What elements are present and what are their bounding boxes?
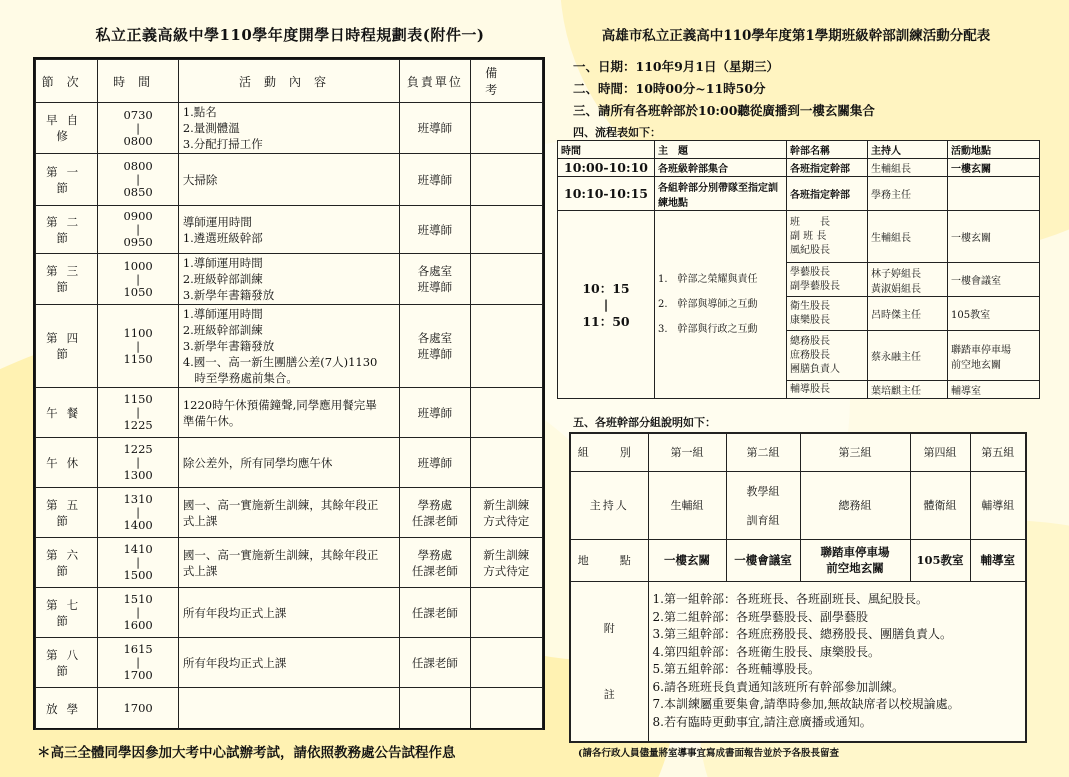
time-cell <box>98 305 178 388</box>
group-name: 第三組 <box>800 433 910 471</box>
note-cell <box>470 638 542 688</box>
unit-line: 班導師 <box>417 455 453 470</box>
time-separator: | <box>136 120 141 135</box>
time-start: 1000 <box>123 258 153 273</box>
flow-topic-line: 1. 幹部之榮耀與責任 <box>658 274 758 285</box>
label-host: 主持人 <box>570 471 648 539</box>
activity-line: 1.導師運用時間 <box>182 307 263 321</box>
cadre-line: 副學藝股長 <box>790 280 840 292</box>
info-date: 一、日期：110年9月1日（星期三） <box>573 59 779 74</box>
time-separator: | <box>136 655 141 669</box>
activity-cell <box>178 103 399 154</box>
period-cell: 第一節 <box>36 154 98 206</box>
unit-line: 任課老師 <box>411 655 458 670</box>
activity-line: 除公差外，所有同學均應午休 <box>182 455 333 470</box>
unit-cell <box>400 103 470 154</box>
activity-line: 時至學務處前集合。 <box>182 371 298 385</box>
unit-line: 學務處 <box>417 547 453 562</box>
group-place: 105教室 <box>910 539 970 581</box>
note-item: 7.本訓練屬重要集會,請準時參加,無故缺席者以校規論處。 <box>652 697 960 712</box>
flow-topics <box>655 211 787 399</box>
period-cell: 第二節 <box>36 206 98 254</box>
note-line: 方式待定 <box>483 563 530 578</box>
time-start: 0800 <box>123 159 153 173</box>
note-item: 8.若有臨時更動事宜,請注意廣播或通知。 <box>652 714 872 729</box>
flow-place: 一樓玄關 <box>948 159 1040 177</box>
note-line: 新生訓練 <box>483 547 530 562</box>
flow-cadre: 各班指定幹部 <box>787 159 868 177</box>
activity-line: 導師運用時間 <box>182 214 252 229</box>
schedule-row <box>36 538 543 588</box>
time-start: 1700 <box>123 701 153 715</box>
time-start: 1615 <box>123 642 153 656</box>
note-cell <box>470 588 542 638</box>
header-activity: 活動內容 <box>178 60 399 103</box>
group-host: 總務組 <box>800 471 910 539</box>
time-cell <box>98 538 178 588</box>
schedule-row <box>36 438 543 488</box>
flow-table <box>557 140 1040 399</box>
unit-cell <box>400 388 470 438</box>
cadre-line: 總務股長 <box>790 335 830 347</box>
cadre-line: 康樂股長 <box>790 314 830 326</box>
places-row <box>570 539 1026 581</box>
unit-cell <box>400 588 470 638</box>
period-cell: 第三節 <box>36 254 98 305</box>
time-end: 1300 <box>123 468 153 482</box>
activity-line: 3.新學年書籍發放 <box>182 339 275 353</box>
activity-cell <box>178 688 399 730</box>
schedule-header-row <box>36 60 543 103</box>
time-start: 1100 <box>123 325 153 340</box>
note-line: 新生訓練 <box>483 497 530 512</box>
time-end: 0800 <box>123 133 153 148</box>
group-name: 第五組 <box>970 433 1026 471</box>
unit-cell <box>400 488 470 538</box>
flow-host: 林子婷組長 黃淑娟組長 <box>868 263 948 297</box>
groups-heading: 五、各班幹部分組說明如下： <box>573 416 716 429</box>
flow-time-separator: | <box>603 297 609 312</box>
time-cell <box>98 488 178 538</box>
header-period: 節次 <box>36 60 98 103</box>
cadre-line: 團膳負責人 <box>790 363 840 375</box>
label-group: 組 別 <box>570 433 648 471</box>
unit-line: 班導師 <box>417 347 453 361</box>
header-time: 時間 <box>98 60 178 103</box>
note-cell <box>470 388 542 438</box>
time-start: 0900 <box>123 209 153 223</box>
period-cell: 午餐 <box>36 388 98 438</box>
cadre-line: 庶務股長 <box>790 349 830 361</box>
flow-heading: 四、流程表如下： <box>573 126 661 139</box>
note-item: 3.第三組幹部：各班庶務股長、總務股長、團膳負責人。 <box>652 627 952 642</box>
time-start: 0730 <box>123 107 153 122</box>
flow-cadre-list <box>787 331 868 381</box>
time-end: 1050 <box>123 284 153 299</box>
activity-line: 式上課 <box>182 513 218 528</box>
time-cell <box>98 388 178 438</box>
flow-cadre-list <box>787 297 868 331</box>
activity-cell <box>178 538 399 588</box>
unit-cell <box>400 206 470 254</box>
schedule-table-frame <box>33 57 545 730</box>
groups-row <box>570 433 1026 471</box>
flow-place: 一樓會議室 <box>948 263 1040 297</box>
flow-time: 10:00-10:10 <box>558 159 655 177</box>
activity-line: 準備午休。 <box>182 413 241 428</box>
period-cell: 第四節 <box>36 305 98 388</box>
activity-cell <box>178 388 399 438</box>
cadre-line: 衛生股長 <box>790 300 830 312</box>
groups-table <box>569 432 1027 743</box>
group-host: 教學組 訓育組 <box>726 471 800 539</box>
notes-cell <box>648 581 1026 742</box>
period-cell: 第七節 <box>36 588 98 638</box>
label-notes-2: 註 <box>603 688 615 702</box>
note-cell <box>470 688 542 730</box>
activity-cell <box>178 154 399 206</box>
note-cell <box>470 488 542 538</box>
activity-line: 國一、高一實施新生訓練，其餘年段正 <box>182 547 379 562</box>
unit-cell <box>400 438 470 488</box>
activity-line: 2.班級幹部訓練 <box>182 323 263 337</box>
activity-line: 3.分配打掃工作 <box>182 137 263 151</box>
time-cell <box>98 588 178 638</box>
group-name: 第二組 <box>726 433 800 471</box>
flow-topic: 各班級幹部集合 <box>655 159 787 177</box>
schedule-title: 私立正義高級中學110學年度開學日時程規劃表(附件一) <box>95 26 485 44</box>
flow-time: 10:10-10:15 <box>558 177 655 211</box>
flow-row <box>558 159 1040 177</box>
schedule-row <box>36 388 543 438</box>
note-cell <box>470 154 542 206</box>
note-item: 4.第四組幹部：各班衛生股長、康樂股長。 <box>652 644 880 659</box>
right-footnote: (請各行政人員儘量將室導事宜寫成書面報告並於予各股長留查 <box>578 748 839 759</box>
period-cell: 第八節 <box>36 638 98 688</box>
flow-header-row <box>558 141 1040 159</box>
flow-time-start: 10：15 <box>582 281 630 296</box>
unit-line: 班導師 <box>417 280 453 294</box>
cadre-line: 輔導股長 <box>790 383 830 395</box>
activity-line: 1.導師運用時間 <box>182 256 263 270</box>
flow-cadre-list <box>787 211 868 263</box>
group-place: 一樓會議室 <box>726 539 800 581</box>
activity-line: 所有年段均正式上課 <box>182 655 287 670</box>
flow-place: 一樓玄關 <box>948 211 1040 263</box>
time-cell <box>98 438 178 488</box>
note-cell <box>470 305 542 388</box>
activity-line: 所有年段均正式上課 <box>182 605 287 620</box>
flow-place: 105教室 <box>948 297 1040 331</box>
note-cell <box>470 103 542 154</box>
time-end: 1500 <box>123 568 153 582</box>
period-cell: 第五節 <box>36 488 98 538</box>
group-place: 輔導室 <box>970 539 1026 581</box>
time-cell <box>98 638 178 688</box>
schedule-row <box>36 305 543 388</box>
activity-line: 1.點名 <box>182 105 217 119</box>
time-end: 1225 <box>123 418 153 432</box>
period-cell: 早自修 <box>36 103 98 154</box>
time-start: 1510 <box>123 592 153 606</box>
note-cell <box>470 438 542 488</box>
period-cell: 放學 <box>36 688 98 730</box>
cadre-line: 風紀股長 <box>790 244 830 256</box>
time-end: 1600 <box>123 618 153 632</box>
group-place: 聯踏車停車場 前空地玄關 <box>800 539 910 581</box>
info-assembly: 三、請所有各班幹部於10:00聽從廣播到一樓玄關集合 <box>573 103 875 118</box>
time-start: 1310 <box>123 492 153 506</box>
unit-line: 班導師 <box>417 121 453 135</box>
activity-cell <box>178 588 399 638</box>
activity-cell <box>178 638 399 688</box>
activity-line: 1.遴選班級幹部 <box>182 230 263 245</box>
flow-host: 蔡永融主任 <box>868 331 948 381</box>
schedule-row <box>36 488 543 538</box>
flow-host: 生輔組長 <box>868 159 948 177</box>
note-item: 5.第五組幹部：各班輔導股長。 <box>652 662 820 677</box>
flow-row <box>558 177 1040 211</box>
flow-topic-line: 2. 幹部與導師之互動 <box>658 299 758 310</box>
note-item: 2.第二組幹部：各班學藝股長、副學藝股 <box>652 609 868 624</box>
time-end: 0850 <box>123 185 153 199</box>
header-note: 備考 <box>470 60 542 103</box>
flow-cadre: 各班指定幹部 <box>787 177 868 211</box>
flow-host: 學務主任 <box>868 177 948 211</box>
unit-line: 任課老師 <box>411 605 458 620</box>
schedule-footnote: ＊高三全體同學因參加大考中心試辦考試，請依照教務處公告試程作息 <box>37 745 456 761</box>
flow-host: 生輔組長 <box>868 211 948 263</box>
time-separator: | <box>136 271 141 286</box>
time-separator: | <box>136 338 141 353</box>
flow-topic-line: 3. 幹部與行政之互動 <box>658 324 758 335</box>
flow-place <box>948 177 1040 211</box>
notes-row <box>570 581 1026 742</box>
period-cell: 第六節 <box>36 538 98 588</box>
activity-cell <box>178 206 399 254</box>
time-start: 1410 <box>123 542 153 556</box>
activity-cell <box>178 438 399 488</box>
time-separator: | <box>136 455 141 469</box>
unit-line: 班導師 <box>417 222 453 237</box>
time-end: 0950 <box>123 235 153 249</box>
time-end: 1400 <box>123 518 153 532</box>
time-cell <box>98 688 178 730</box>
period-cell: 午休 <box>36 438 98 488</box>
header-unit: 負責單位 <box>400 60 470 103</box>
schedule-row <box>36 154 543 206</box>
schedule-row <box>36 638 543 688</box>
unit-line: 各處室 <box>417 331 453 345</box>
unit-cell <box>400 688 470 730</box>
time-start: 1225 <box>123 442 153 456</box>
note-cell <box>470 206 542 254</box>
label-place: 地 點 <box>570 539 648 581</box>
unit-line: 學務處 <box>417 497 453 512</box>
label-notes-1: 附 <box>603 622 615 636</box>
time-separator: | <box>136 405 141 419</box>
activity-line: 大掃除 <box>182 172 218 187</box>
time-start: 1150 <box>123 392 153 406</box>
flow-header-time: 時間 <box>558 141 655 159</box>
group-host: 體衛組 <box>910 471 970 539</box>
flow-time-end: 11：50 <box>582 314 630 329</box>
unit-line: 班導師 <box>417 172 453 187</box>
activity-cell <box>178 305 399 388</box>
activity-line: 2.班級幹部訓練 <box>182 272 263 286</box>
cadre-line: 學藝股長 <box>790 266 830 278</box>
unit-cell <box>400 305 470 388</box>
flow-header-host: 主持人 <box>868 141 948 159</box>
unit-cell <box>400 538 470 588</box>
note-cell <box>470 254 542 305</box>
flow-header-cadre: 幹部名稱 <box>787 141 868 159</box>
group-name: 第一組 <box>648 433 726 471</box>
time-separator: | <box>136 172 141 186</box>
label-notes <box>570 581 648 742</box>
unit-line: 任課老師 <box>411 563 458 578</box>
schedule-row <box>36 588 543 638</box>
unit-line: 任課老師 <box>411 513 458 528</box>
activity-line: 式上課 <box>182 563 218 578</box>
time-separator: | <box>136 505 141 519</box>
note-item: 6.請各班班長負責通知該班所有幹部參加訓練。 <box>652 679 904 694</box>
time-cell <box>98 103 178 154</box>
time-separator: | <box>136 222 141 236</box>
activity-line: 1220時午休預備鐘聲,同學應用餐完畢 <box>182 397 377 412</box>
cadre-line: 班 長 <box>790 216 830 228</box>
activity-line: 國一、高一實施新生訓練，其餘年段正 <box>182 497 379 512</box>
time-cell <box>98 254 178 305</box>
info-time: 二、時間：10時00分~11時50分 <box>573 81 766 96</box>
activity-line: 4.國一、高一新生團膳公差(7人)1130 <box>182 355 378 369</box>
flow-header-topic: 主 題 <box>655 141 787 159</box>
flow-topic: 各組幹部分別帶隊至指定訓練地點 <box>655 177 787 211</box>
flow-host: 呂時傑主任 <box>868 297 948 331</box>
unit-cell <box>400 154 470 206</box>
time-cell <box>98 206 178 254</box>
unit-line: 各處室 <box>417 264 453 278</box>
unit-cell <box>400 254 470 305</box>
note-item: 1.第一組幹部：各班班長、各班副班長、風紀股長。 <box>652 592 928 607</box>
flow-cadre-list <box>787 263 868 297</box>
flow-place: 輔導室 <box>948 381 1040 399</box>
flow-time-range <box>558 211 655 399</box>
time-separator: | <box>136 605 141 619</box>
time-end: 1150 <box>123 351 153 366</box>
note-line: 方式待定 <box>483 513 530 528</box>
flow-group-row <box>558 211 1040 263</box>
unit-line: 班導師 <box>417 405 453 420</box>
schedule-row <box>36 688 543 730</box>
group-host: 輔導組 <box>970 471 1026 539</box>
flow-host: 葉培麒主任 <box>868 381 948 399</box>
schedule-row <box>36 103 543 154</box>
schedule-row <box>36 254 543 305</box>
activity-cell <box>178 488 399 538</box>
activity-line: 3.新學年書籍發放 <box>182 288 275 302</box>
group-name: 第四組 <box>910 433 970 471</box>
flow-place: 聯踏車停車場 前空地玄關 <box>948 331 1040 381</box>
unit-cell <box>400 638 470 688</box>
hosts-row <box>570 471 1026 539</box>
training-title: 高雄市私立正義高中110學年度第1學期班級幹部訓練活動分配表 <box>601 28 991 44</box>
schedule-row <box>36 206 543 254</box>
group-host: 生輔組 <box>648 471 726 539</box>
group-place: 一樓玄關 <box>648 539 726 581</box>
flow-cadre-list <box>787 381 868 399</box>
activity-line: 2.量測體溫 <box>182 121 240 135</box>
flow-header-place: 活動地點 <box>948 141 1040 159</box>
cadre-line: 副 班 長 <box>790 230 827 242</box>
time-separator: | <box>136 555 141 569</box>
note-cell <box>470 538 542 588</box>
time-cell <box>98 154 178 206</box>
schedule-table <box>35 59 543 730</box>
activity-cell <box>178 254 399 305</box>
time-end: 1700 <box>123 668 153 682</box>
